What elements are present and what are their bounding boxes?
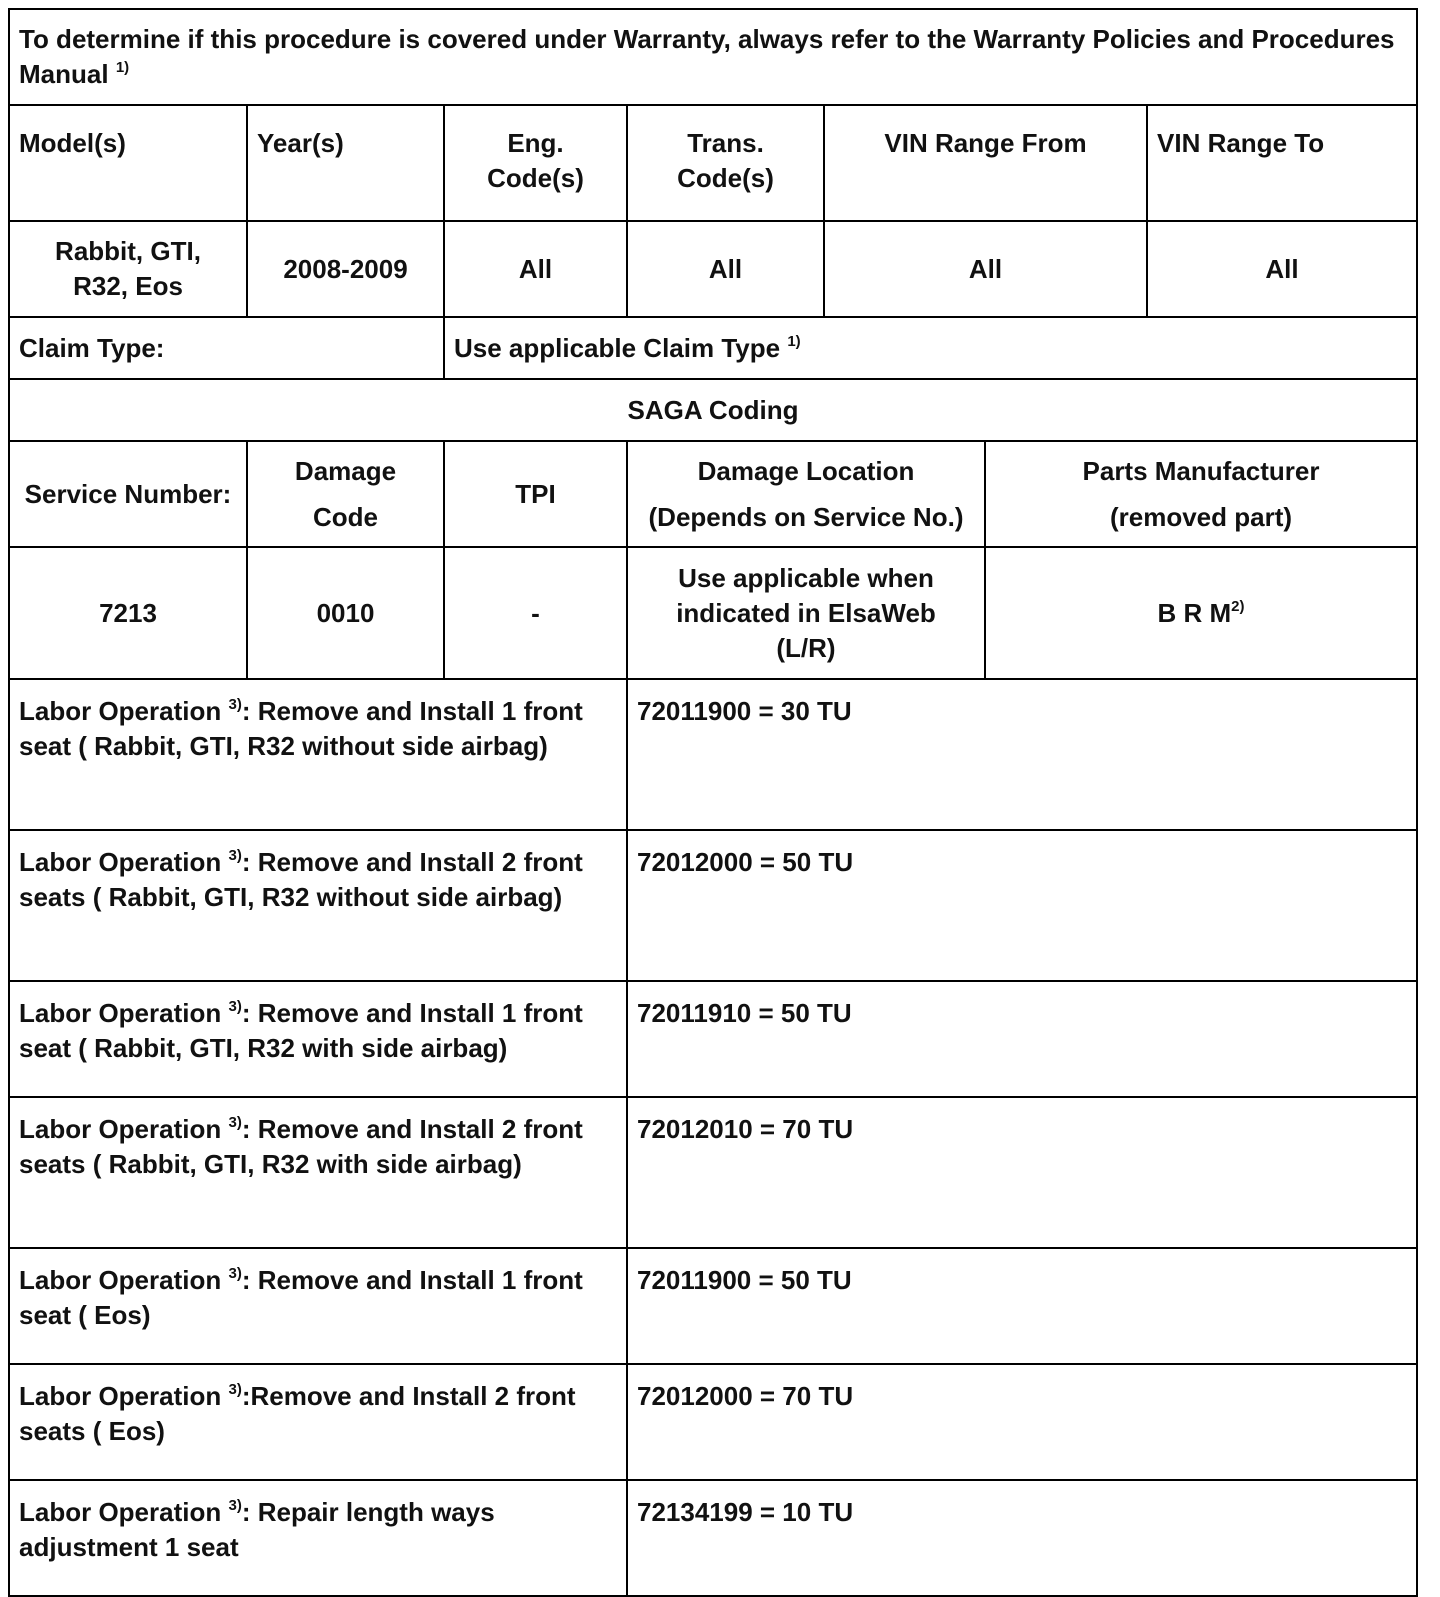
years-value: 2008-2009 bbox=[247, 221, 444, 317]
labor-operation-code: 72012010 = 70 TU bbox=[627, 1097, 1417, 1248]
vin-from-value: All bbox=[824, 221, 1147, 317]
service-header-row bbox=[9, 441, 1417, 547]
warranty-document bbox=[8, 8, 1418, 1597]
models-value: Rabbit, GTI, R32, Eos bbox=[9, 221, 247, 317]
claim-type-label: Claim Type: bbox=[9, 317, 444, 379]
trans-code-value: All bbox=[627, 221, 824, 317]
trans-code-header: Trans. Code(s) bbox=[627, 105, 824, 221]
service-number-value: 7213 bbox=[9, 547, 247, 679]
labor-row bbox=[9, 830, 1417, 981]
labor-operation-code: 72011900 = 30 TU bbox=[627, 679, 1417, 830]
labor-operation-code: 72011900 = 50 TU bbox=[627, 1248, 1417, 1364]
tpi-header: TPI bbox=[444, 441, 627, 547]
labor-row bbox=[9, 981, 1417, 1097]
intro-text: To determine if this procedure is covered under Warranty, always refer to the Warranty Policies and Procedures Manual bbox=[19, 24, 1395, 89]
labor-operation-code: 72134199 = 10 TU bbox=[627, 1480, 1417, 1596]
service-number-header: Service Number: bbox=[9, 441, 247, 547]
labor-operation-description: Labor Operation $^{3)}$: Remove and Install 2 front seats ( Rabbit, GTI, R32 without side airbag) bbox=[9, 830, 627, 981]
damage-code-header: Damage Code bbox=[247, 441, 444, 547]
claim-type-row bbox=[9, 317, 1417, 379]
claim-footnote: 1) bbox=[787, 332, 801, 350]
intro-footnote: 1) bbox=[115, 59, 130, 76]
tpi-value: - bbox=[444, 547, 627, 679]
intro-cell bbox=[9, 9, 1417, 105]
saga-row bbox=[9, 379, 1417, 441]
damage-code-value: 0010 bbox=[247, 547, 444, 679]
saga-coding-title: SAGA Coding bbox=[9, 379, 1417, 441]
labor-operation-description: Labor Operation $^{3)}$: Remove and Install 1 front seat ( Eos) bbox=[9, 1248, 627, 1364]
parts-manufacturer-value: B R $M^{2)}$ bbox=[985, 547, 1417, 679]
warranty-table bbox=[8, 8, 1418, 1597]
vehicle-header-row bbox=[9, 105, 1417, 221]
parts-manufacturer-header: Parts Manufacturer (removed part) bbox=[985, 441, 1417, 547]
vin-to-value: All bbox=[1147, 221, 1417, 317]
damage-location-header: Damage Location (Depends on Service No.) bbox=[627, 441, 985, 547]
models-header: Model(s) bbox=[9, 105, 247, 221]
labor-operation-description: Labor Operation $^{3)}$: Remove and Install 2 front seats ( Rabbit, GTI, R32 with side airbag) bbox=[9, 1097, 627, 1248]
labor-row bbox=[9, 1480, 1417, 1596]
labor-operation-code: 72011910 = 50 TU bbox=[627, 981, 1417, 1097]
vehicle-values-row bbox=[9, 221, 1417, 317]
labor-operation-code: 72012000 = 50 TU bbox=[627, 830, 1417, 981]
damage-location-value: Use applicable when indicated in ElsaWeb (L/R) bbox=[627, 547, 985, 679]
vin-from-header: VIN Range From bbox=[824, 105, 1147, 221]
years-header: Year(s) bbox=[247, 105, 444, 221]
labor-operation-description: Labor Operation $^{3)}$:Remove and Install 2 front seats ( Eos) bbox=[9, 1364, 627, 1480]
intro-row bbox=[9, 9, 1417, 105]
service-values-row bbox=[9, 547, 1417, 679]
eng-code-header: Eng. Code(s) bbox=[444, 105, 627, 221]
manufacturer-footnote: 2) bbox=[1231, 597, 1245, 615]
claim-type-value: Use applicable Claim Type $^{1)}$ bbox=[444, 317, 1417, 379]
labor-operation-description: Labor Operation $^{3)}$: Remove and Install 1 front seat ( Rabbit, GTI, R32 with side airbag) bbox=[9, 981, 627, 1097]
labor-operation-code: 72012000 = 70 TU bbox=[627, 1364, 1417, 1480]
vin-to-header: VIN Range To bbox=[1147, 105, 1417, 221]
labor-operation-description: Labor Operation $^{3)}$: Remove and Install 1 front seat ( Rabbit, GTI, R32 without side airbag) bbox=[9, 679, 627, 830]
labor-row bbox=[9, 1248, 1417, 1364]
labor-row bbox=[9, 679, 1417, 830]
eng-code-value: All bbox=[444, 221, 627, 317]
labor-row bbox=[9, 1364, 1417, 1480]
labor-row bbox=[9, 1097, 1417, 1248]
labor-operation-description: Labor Operation $^{3)}$: Repair length ways adjustment 1 seat bbox=[9, 1480, 627, 1596]
